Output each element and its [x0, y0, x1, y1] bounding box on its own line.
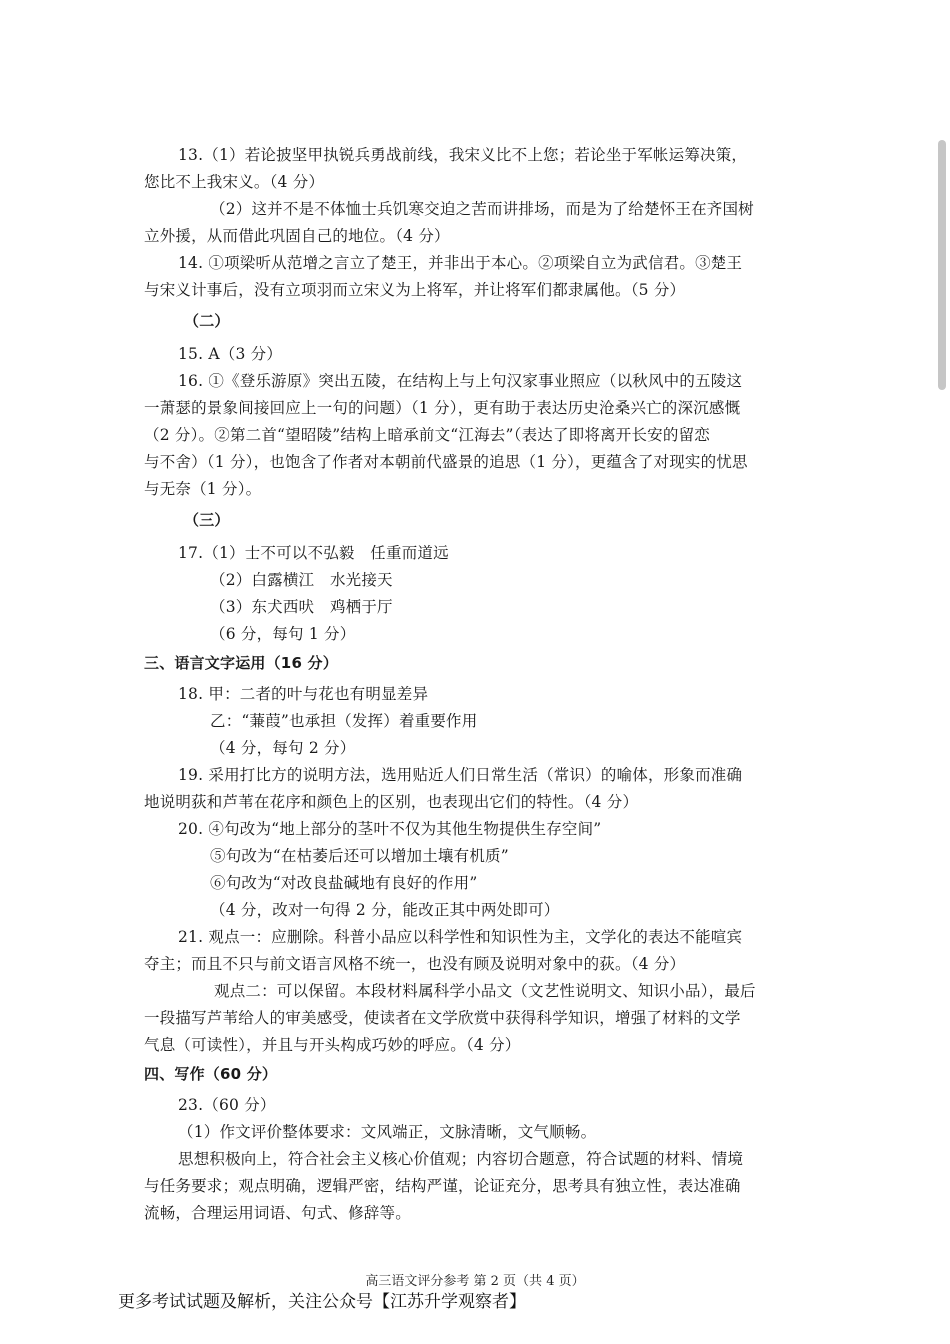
q23-detail-line1: 思想积极向上，符合社会主义核心价值观；内容切合题意，符合试题的材料、情境: [178, 1150, 744, 1168]
q18-line1: 18. 甲：二者的叶与花也有明显差异: [178, 685, 429, 703]
q15-line: 15. A（3 分）: [178, 345, 283, 363]
q13-part1-line2: 您比不上我宋义。（4 分）: [144, 173, 325, 191]
q13-part2-line2: 立外援，从而借此巩固自己的地位。（4 分）: [144, 227, 450, 245]
q13-part2-line1: （2）这并不是不体恤士兵饥寒交迫之苦而讲排场，而是为了给楚怀王在齐国树: [210, 200, 754, 218]
answer-key-content: [144, 142, 810, 1227]
part3-heading: 三、语言文字运用（16 分）: [144, 654, 338, 672]
part4-heading: 四、写作（60 分）: [144, 1065, 278, 1083]
section-heading-2: （二）: [184, 312, 230, 330]
q18-line2: 乙：“蒹葭”也承担（发挥）着重要作用: [210, 712, 478, 730]
q21-line1: 21. 观点一：应删除。科普小品应以科学性和知识性为主，文学化的表达不能喧宾: [178, 928, 743, 946]
q23-requirement: （1）作文评价整体要求：文风端正，文脉清晰，文气顺畅。: [178, 1123, 597, 1141]
q16-line1: 16. ①《登乐游原》突出五陵，在结构上与上句汉家事业照应（以秋风中的五陵这: [178, 372, 743, 390]
q17-score: （6 分，每句 1 分）: [210, 625, 356, 643]
q21-line3: 观点二：可以保留。本段材料属科学小品文（文艺性说明文、知识小品），最后: [214, 982, 756, 1000]
q20-line1: 20. ④句改为“地上部分的茎叶不仅为其他生物提供生存空间”: [178, 820, 602, 838]
section-heading-3: （三）: [184, 511, 230, 529]
page-footer: 高三语文评分参考 第 2 页（共 4 页）: [365, 1274, 585, 1289]
q19-line2: 地说明荻和芦苇在花序和颜色上的区别，也表现出它们的特性。（4 分）: [144, 793, 639, 811]
q17-part1: 17.（1）士不可以不弘毅 任重而道远: [178, 544, 449, 562]
q20-line3: ⑥句改为“对改良盐碱地有良好的作用”: [210, 874, 478, 892]
q21-line2: 夺主；而且不只与前文语言风格不统一，也没有顾及说明对象中的荻。（4 分）: [144, 955, 686, 973]
q16-line4: 与不舍）（1 分），也饱含了作者对本朝前代盛景的追思（1 分），更蕴含了对现实的忧思: [144, 453, 748, 471]
q23-detail-line2: 与任务要求；观点明确，逻辑严密，结构严谨，论证充分，思考具有独立性，表达准确: [144, 1177, 741, 1195]
q14-line1: 14. ①项梁听从范增之言立了楚王，并非出于本心。②项梁自立为武信君。③楚王: [178, 254, 743, 272]
vertical-scrollbar[interactable]: [938, 140, 946, 390]
q18-score: （4 分，每句 2 分）: [210, 739, 356, 757]
q21-line5: 气息（可读性），并且与开头构成巧妙的呼应。（4 分）: [144, 1036, 521, 1054]
q21-line4: 一段描写芦苇给人的审美感受，使读者在文学欣赏中获得科学知识，增强了材料的文学: [144, 1009, 741, 1027]
q20-line2: ⑤句改为“在枯萎后还可以增加土壤有机质”: [210, 847, 509, 865]
q23-line: 23.（60 分）: [178, 1096, 276, 1114]
q17-part3: （3）东犬西吠 鸡栖于厅: [210, 598, 393, 616]
q19-line1: 19. 采用打比方的说明方法，选用贴近人们日常生活（常识）的喻体，形象而准确: [178, 766, 743, 784]
q20-score: （4 分，改对一句得 2 分，能改正其中两处即可）: [210, 901, 560, 919]
q16-line2: 一萧瑟的景象间接回应上一句的问题）（1 分），更有助于表达历史沧桑兴亡的深沉感慨: [144, 399, 741, 417]
q13-part1-line1: 13.（1）若论披坚甲执锐兵勇战前线，我宋义比不上您；若论坐于军帐运筹决策，: [178, 146, 748, 164]
q17-part2: （2）白露横江 水光接天: [210, 571, 393, 589]
q23-detail-line3: 流畅，合理运用词语、句式、修辞等。: [144, 1204, 411, 1222]
q16-line5: 与无奈（1 分）。: [144, 480, 262, 498]
q16-line3: （2 分）。②第二首“望昭陵”结构上暗承前文“江海去”（表达了即将离开长安的留恋: [144, 426, 710, 444]
promo-text: 更多考试试题及解析，关注公众号【江苏升学观察者】: [118, 1292, 526, 1312]
q14-line2: 与宋义计事后，没有立项羽而立宋义为上将军，并让将军们都隶属他。（5 分）: [144, 281, 686, 299]
